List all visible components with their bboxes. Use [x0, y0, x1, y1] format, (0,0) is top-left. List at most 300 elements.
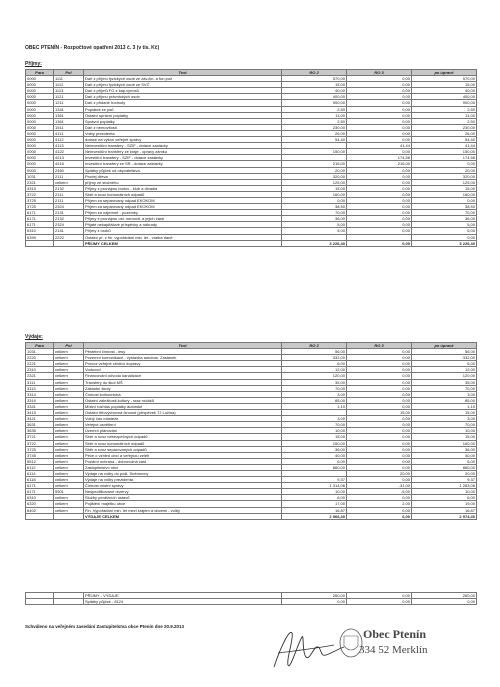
cell-ro2: 85,00 — [282, 397, 347, 403]
cell-po-uprave: 5,00 — [412, 222, 477, 228]
cell-para: 3319 — [26, 397, 54, 403]
cell-para: 3722 — [26, 191, 54, 197]
income-rows — [26, 76, 477, 247]
cell-pol: 2324 — [54, 204, 84, 210]
cell-pol: 2132 — [54, 216, 84, 222]
cell-text: Daň z příjmu fyzických osob ze SVČ — [84, 82, 282, 88]
cell-po-uprave: 2,50 — [412, 106, 477, 112]
cell-pol: celkem — [54, 446, 84, 452]
cell-ro3: 0,00 — [347, 349, 412, 355]
cell-text: Ostatní záležitosti kultury - sraz rodáků — [84, 397, 282, 403]
cell-ro2: 70,00 — [282, 210, 347, 216]
cell-ro3: 0,00 — [347, 185, 412, 191]
cell-text: dotace na výkon veřejné správy — [84, 137, 282, 143]
cell-ro3: 6,00 — [347, 513, 412, 519]
col-text: Text — [84, 70, 282, 76]
cell-para: 3745 — [26, 452, 54, 458]
cell-text: Daň z příjmů FO z kap.výnosů — [84, 88, 282, 94]
cell-po-uprave: 2 974,40 — [412, 513, 477, 519]
col-para: Para — [26, 343, 54, 349]
cell-pol: 2222 — [54, 234, 84, 240]
cell-ro3: 41,44 — [347, 143, 412, 149]
cell-para: 6310 — [26, 228, 54, 234]
cell-text: Veřejné osvětlení — [84, 422, 282, 428]
cell-ro3: 0,00 — [347, 197, 412, 203]
cell-para: 3631 — [26, 422, 54, 428]
cell-ro2: 36,00 — [282, 446, 347, 452]
cell-text: Neinvestiční transfery - SZIF - dotace zastávky — [84, 143, 282, 149]
col-ro2: RO 2 — [282, 343, 347, 349]
cell-ro3: 0,00 — [347, 222, 412, 228]
cell-text: příjmy ze stočného — [84, 179, 282, 185]
stamp-line-1: Obec Ptenín — [363, 627, 426, 641]
total-row — [26, 513, 477, 519]
cell-para: 0000 — [26, 149, 54, 155]
cell-ro3: 0,00 — [347, 593, 412, 599]
cell-para: 0000 — [26, 130, 54, 136]
cell-text: Výdaje na volby prezidenta — [84, 477, 282, 483]
cell-ro2: 160,00 — [282, 440, 347, 446]
cell-ro3: 0,00 — [347, 240, 412, 246]
cell-text: Investiční transfery - SZIF - dotace zastávky — [84, 155, 282, 161]
cell-text: VÝDAJE CELKEM — [84, 513, 282, 519]
cell-pol: celkem — [54, 428, 84, 434]
cell-text: Příjmy z pronájmu ost. nemovit. a jejich částí — [84, 216, 282, 222]
cell-pol: celkem — [54, 179, 84, 185]
cell-po-uprave: 15,00 — [412, 185, 477, 191]
cell-ro3: -31,00 — [347, 483, 412, 489]
cell-text: Sběr a svoz komunálních odpadů — [84, 440, 282, 446]
cell-ro3: 0,00 — [347, 379, 412, 385]
cell-pol: 2111 — [54, 191, 84, 197]
cell-ro3: 0,00 — [347, 599, 412, 605]
cell-text: Poplatek ze psů — [84, 106, 282, 112]
cell-pol — [54, 599, 84, 605]
cell-po-uprave: 570,00 — [412, 76, 477, 82]
cell-po-uprave: 56,00 — [412, 349, 477, 355]
col-pol: Pol — [54, 70, 84, 76]
cell-ro3: 0,00 — [347, 76, 412, 82]
cell-text: Pěstební činnost - lesy — [84, 349, 282, 355]
cell-pol: celkem — [54, 495, 84, 501]
cell-ro2: 20,00 — [282, 167, 347, 173]
cell-pol: celkem — [54, 483, 84, 489]
cell-text: Sběr a svoz separovaných odpadů — [84, 446, 282, 452]
cell-ro2: 1 314,06 — [282, 483, 347, 489]
cell-text: Volby prezidenta — [84, 130, 282, 136]
cell-ro3: 0,00 — [347, 422, 412, 428]
cell-po-uprave: 332,00 — [412, 355, 477, 361]
cell-text: Provoz veřejné silniční dopravy — [84, 361, 282, 367]
cell-ro3: 0,00 — [347, 173, 412, 179]
cell-para: 3725 — [26, 446, 54, 452]
cell-po-uprave: 1,10 — [412, 403, 477, 409]
cell-po-uprave: 400,00 — [412, 94, 477, 100]
cell-po-uprave: 70,00 — [412, 210, 477, 216]
cell-pol: 4122 — [54, 149, 84, 155]
cell-para: 3419 — [26, 410, 54, 416]
cell-po-uprave: 35,00 — [412, 379, 477, 385]
cell-ro2: 260,00 — [282, 593, 347, 599]
cell-text: Pojištění majetku obce — [84, 501, 282, 507]
cell-pol: 4111 — [54, 130, 84, 136]
cell-po-uprave: 70,00 — [412, 385, 477, 391]
cell-ro2: 216,00 — [282, 161, 347, 167]
cell-pol: celkem — [54, 507, 84, 513]
cell-para: 0000 — [26, 161, 54, 167]
signature — [268, 623, 348, 675]
cell-ro2: 10,00 — [282, 428, 347, 434]
cell-ro3: 0,00 — [347, 124, 412, 130]
cell-ro2: 3,00 — [282, 416, 347, 422]
cell-ro2: 36,00 — [282, 216, 347, 222]
cell-po-uprave: 3,00 — [412, 416, 477, 422]
cell-text: Příjem za nájemné - pozemky — [84, 210, 282, 216]
cell-para: 6402 — [26, 507, 54, 513]
cell-po-uprave: 15,00 — [412, 410, 477, 416]
cell-para: 3421 — [26, 416, 54, 422]
cell-pol: celkem — [54, 367, 84, 373]
income-table — [25, 69, 477, 247]
cell-po-uprave: 2,50 — [412, 118, 477, 124]
cell-para: 1031 — [26, 173, 54, 179]
cell-pol: celkem — [54, 391, 84, 397]
cell-ro2: 70,00 — [282, 422, 347, 428]
cell-para: 0000 — [26, 94, 54, 100]
cell-ro2: 2 966,40 — [282, 513, 347, 519]
cell-text: Pozemní komunikace - výstavba autobus. Zastávek — [84, 355, 282, 361]
cell-text: Ostatní správní poplatky — [84, 112, 282, 118]
cell-pol: 2111 — [54, 173, 84, 179]
cell-text: Sběr a svoz komunálních odpadů — [84, 191, 282, 197]
cell-para: 3725 — [26, 204, 54, 210]
cell-pol: 2111 — [54, 197, 84, 203]
cell-ro3: 0,00 — [347, 397, 412, 403]
col-text: Text — [84, 343, 282, 349]
cell-po-uprave: 6,00 — [412, 495, 477, 501]
cell-text: Vodovod — [84, 367, 282, 373]
cell-para: 0000 — [26, 124, 54, 130]
cell-ro2: 2,50 — [282, 106, 347, 112]
cell-para: 0000 — [26, 106, 54, 112]
col-para: Para — [26, 70, 54, 76]
cell-ro2: 332,00 — [282, 355, 347, 361]
cell-para: 0000 — [26, 137, 54, 143]
cell-pol: 1111 — [54, 76, 84, 82]
cell-ro3: 0,00 — [347, 373, 412, 379]
cell-ro2: 40,00 — [282, 88, 347, 94]
cell-pol: 2132 — [54, 185, 84, 191]
cell-ro2: 150,00 — [282, 149, 347, 155]
cell-para: 6112 — [26, 464, 54, 470]
cell-para: 6171 — [26, 222, 54, 228]
cell-ro3: 174,56 — [347, 155, 412, 161]
cell-po-uprave: 0,00 — [412, 161, 477, 167]
cell-ro2: 570,00 — [282, 76, 347, 82]
cell-pol: celkem — [54, 349, 84, 355]
cell-text: Činnost knihovnická — [84, 391, 282, 397]
cell-pol: celkem — [54, 422, 84, 428]
cell-pol: 2141 — [54, 228, 84, 234]
cell-pol: celkem — [54, 458, 84, 464]
cell-ro3: -5,00 — [347, 489, 412, 495]
cell-text: Příjem za separovaný odpad EKOKOM — [84, 204, 282, 210]
cell-po-uprave: 16,87 — [412, 507, 477, 513]
cell-po-uprave: 260,00 — [412, 593, 477, 599]
cell-ro3: 2,00 — [347, 501, 412, 507]
cell-po-uprave: 120,00 — [412, 373, 477, 379]
cell-para: 3319 — [26, 185, 54, 191]
cell-po-uprave: 11,00 — [412, 112, 477, 118]
cell-pol: 2131 — [54, 210, 84, 216]
cell-para: 0000 — [26, 143, 54, 149]
cell-ro2: 15,00 — [282, 434, 347, 440]
col-pol: Pol — [54, 343, 84, 349]
cell-text: Přijaté nekapitálové příspěvky a náhrady — [84, 222, 282, 228]
cell-po-uprave: 40,00 — [412, 452, 477, 458]
document-title: OBEC PTENÍN - Rozpočtové opatření 2013 č. 3 (v tis. Kč) — [25, 45, 160, 51]
cell-para: 3113 — [26, 385, 54, 391]
cell-para: 0000 — [26, 100, 54, 106]
cell-ro2: 26,00 — [282, 130, 347, 136]
cell-ro3: 0,00 — [347, 428, 412, 434]
cell-pol: celkem — [54, 355, 84, 361]
cell-ro2: 0,00 — [282, 599, 347, 605]
cell-para: 3635 — [26, 428, 54, 434]
cell-ro2: 11,00 — [282, 112, 347, 118]
col-ro3: RO 3 — [347, 70, 412, 76]
cell-text: Splátky půjček od obyvatelstva — [84, 167, 282, 173]
cell-para: 2310 — [26, 367, 54, 373]
expense-rows — [26, 349, 477, 520]
cell-po-uprave: 160,00 — [412, 191, 477, 197]
cell-pol: celkem — [54, 434, 84, 440]
cell-po-uprave: 54,40 — [412, 137, 477, 143]
cell-ro3: 0,00 — [347, 477, 412, 483]
cell-para: 6114 — [26, 470, 54, 476]
cell-text: Činnost místní správy — [84, 483, 282, 489]
cell-text: Příjmy z úroků — [84, 228, 282, 234]
cell-text: Volný čas mládeže — [84, 416, 282, 422]
cell-ro2: 15,00 — [282, 185, 347, 191]
cell-po-uprave: 10,00 — [412, 489, 477, 495]
cell-ro3: 0,00 — [347, 106, 412, 112]
cell-ro2: 320,00 — [282, 173, 347, 179]
cell-text: Sběr a svoz nebezpečných odpadů — [84, 434, 282, 440]
cell-para: 3314 — [26, 391, 54, 397]
cell-text: Investiční transfery ze SR - dotace zastávky — [84, 161, 282, 167]
cell-text: Daň z přidané hodnoty — [84, 100, 282, 106]
cell-ro3: 0,00 — [347, 458, 412, 464]
cell-ro3: 0,00 — [347, 446, 412, 452]
cell-ro3: 0,00 — [347, 391, 412, 397]
cell-text: Příjem za separovaný odpad EKOKOM — [84, 197, 282, 203]
cell-pol: 1112 — [54, 82, 84, 88]
cell-pol: 2460 — [54, 167, 84, 173]
cell-para — [26, 599, 54, 605]
cell-ro2: 6,00 — [282, 458, 347, 464]
expense-table — [25, 342, 477, 520]
cell-text: Ostatní tělovýchovná činnost (příspěvek TJ Lučina) — [84, 410, 282, 416]
cell-po-uprave: 230,00 — [412, 124, 477, 130]
cell-ro3: 0,00 — [347, 130, 412, 136]
cell-ro3: 0,00 — [347, 100, 412, 106]
cell-ro3: 0,00 — [347, 385, 412, 391]
cell-para: 6171 — [26, 483, 54, 489]
cell-ro3: 0,00 — [347, 82, 412, 88]
cell-ro2: 2,50 — [282, 118, 347, 124]
cell-po-uprave: 3,00 — [412, 391, 477, 397]
cell-ro3: 0,00 — [347, 416, 412, 422]
cell-po-uprave: 860,00 — [412, 464, 477, 470]
cell-para: 6171 — [26, 210, 54, 216]
cell-para: 6320 — [26, 501, 54, 507]
cell-ro3: -216,00 — [347, 161, 412, 167]
cell-para: 3341 — [26, 403, 54, 409]
cell-pol: celkem — [54, 397, 84, 403]
cell-pol: 1211 — [54, 100, 84, 106]
cell-po-uprave: 85,00 — [412, 397, 477, 403]
cell-po-uprave: 900,00 — [412, 100, 477, 106]
cell-ro2: 860,00 — [282, 464, 347, 470]
cell-ro2: 40,00 — [282, 452, 347, 458]
cell-ro2: 10,00 — [282, 489, 347, 495]
cell-para: 0000 — [26, 82, 54, 88]
cell-po-uprave: 19,00 — [412, 501, 477, 507]
cell-po-uprave: 160,00 — [412, 440, 477, 446]
cell-pol: celkem — [54, 501, 84, 507]
cell-text: Daň z nemovitostí — [84, 124, 282, 130]
cell-po-uprave: 0,00 — [412, 197, 477, 203]
cell-ro2: 35,00 — [282, 379, 347, 385]
cell-pol: celkem — [54, 477, 84, 483]
cell-text: Příjmy z pronájmu budov - klub a divadla — [84, 185, 282, 191]
cell-ro3: 0,00 — [347, 216, 412, 222]
cell-pol: celkem — [54, 379, 84, 385]
cell-pol: 5901 — [54, 489, 84, 495]
cell-ro3: 0,00 — [347, 149, 412, 155]
cell-ro2: 9,37 — [282, 477, 347, 483]
expense-section-label: Výdaje: — [25, 334, 43, 340]
balance-table — [25, 592, 477, 605]
cell-text: Neinvestiční transfery ze kraje - opravy zámku — [84, 149, 282, 155]
total-row — [26, 240, 477, 246]
cell-pol: celkem — [54, 416, 84, 422]
col-po-uprave: po úpravě — [412, 70, 477, 76]
cell-para: 6118 — [26, 477, 54, 483]
cell-po-uprave: 5,00 — [412, 228, 477, 234]
cell-para: 6310 — [26, 495, 54, 501]
balance-rows — [26, 593, 477, 605]
stamp-line-2: 334 52 Merklín — [359, 644, 428, 656]
cell-ro2: 56,00 — [282, 349, 347, 355]
cell-ro2: 16,87 — [282, 507, 347, 513]
table-row — [26, 599, 477, 605]
cell-para: 2321 — [26, 373, 54, 379]
cell-ro2: 1,10 — [282, 403, 347, 409]
cell-ro3: 0,00 — [347, 452, 412, 458]
cell-para: 0000 — [26, 88, 54, 94]
cell-po-uprave: 20,00 — [412, 470, 477, 476]
cell-pol: celkem — [54, 403, 84, 409]
cell-text: Územní plánování — [84, 428, 282, 434]
cell-po-uprave: 15,00 — [412, 434, 477, 440]
cell-text: Místní rozhlas poplatky autorské — [84, 403, 282, 409]
cell-ro2: 900,00 — [282, 100, 347, 106]
cell-ro3: 0,00 — [347, 191, 412, 197]
cell-para: 2220 — [26, 355, 54, 361]
cell-po-uprave: 6,00 — [412, 458, 477, 464]
cell-pol: 1341 — [54, 106, 84, 112]
cell-ro2: 70,00 — [282, 385, 347, 391]
cell-ro3: 15,00 — [347, 410, 412, 416]
cell-ro3: 0,00 — [347, 361, 412, 367]
cell-text: Ostatní př. z fin. vypořádání min. let - vratka daně — [84, 234, 282, 240]
official-stamp — [338, 626, 468, 660]
cell-ro3: 0,00 — [347, 167, 412, 173]
cell-po-uprave: 150,00 — [412, 149, 477, 155]
cell-po-uprave: 26,00 — [412, 130, 477, 136]
cell-pol: celkem — [54, 452, 84, 458]
cell-ro3: 0,00 — [347, 507, 412, 513]
cell-text: Nespecifikované rezervy — [84, 489, 282, 495]
cell-para: 6171 — [26, 216, 54, 222]
cell-para — [26, 513, 54, 519]
cell-text: PŘÍJMY CELKEM — [84, 240, 282, 246]
cell-ro2: 5,00 — [282, 222, 347, 228]
cell-para: 6171 — [26, 489, 54, 495]
cell-po-uprave: 0,00 — [412, 599, 477, 605]
cell-ro2: 5,00 — [282, 228, 347, 234]
cell-para: 0000 — [26, 112, 54, 118]
cell-pol: celkem — [54, 361, 84, 367]
col-po-uprave: po úpravě — [412, 343, 477, 349]
cell-ro3: 0,00 — [347, 204, 412, 210]
cell-po-uprave: 36,00 — [412, 446, 477, 452]
cell-pol: 4216 — [54, 161, 84, 167]
cell-ro2: 6,00 — [282, 495, 347, 501]
cell-text: Daň z příjmu fyzických osob ze záv.čin. a fun.pož — [84, 76, 282, 82]
cell-text: Správní poplatky — [84, 118, 282, 124]
cell-po-uprave: 12,00 — [412, 367, 477, 373]
cell-text: PŘÍJMY - VÝDAJE — [84, 593, 282, 599]
cell-po-uprave: 15,00 — [412, 82, 477, 88]
cell-para: 1031 — [26, 349, 54, 355]
cell-text: Fin. Vypořádání min. let mezi krajem a obcemi - volby — [84, 507, 282, 513]
cell-para: 0000 — [26, 155, 54, 161]
cell-ro3: 0,00 — [347, 137, 412, 143]
income-section-label: Příjmy: — [25, 61, 42, 67]
cell-ro3: 0,00 — [347, 179, 412, 185]
cell-po-uprave: 1 283,06 — [412, 483, 477, 489]
cell-text: Daň z příjmu právnických osob — [84, 94, 282, 100]
cell-po-uprave: 70,00 — [412, 422, 477, 428]
cell-pol: 1511 — [54, 124, 84, 130]
cell-po-uprave: 10,00 — [412, 428, 477, 434]
cell-text: Péče o vzhled obcí a veřejnou zeleň — [84, 452, 282, 458]
cell-ro3: 0,00 — [347, 495, 412, 501]
cell-pol: 2324 — [54, 222, 84, 228]
cell-ro3: 0,00 — [347, 464, 412, 470]
cell-ro3: 0,00 — [347, 94, 412, 100]
cell-para: 3725 — [26, 197, 54, 203]
cell-po-uprave: 9,37 — [412, 477, 477, 483]
cell-text: Služby peněžních ústavů — [84, 495, 282, 501]
cell-ro3: 0,00 — [347, 112, 412, 118]
cell-pol: 4112 — [54, 137, 84, 143]
cell-pol: celkem — [54, 440, 84, 446]
cell-ro2: 54,40 — [282, 137, 347, 143]
